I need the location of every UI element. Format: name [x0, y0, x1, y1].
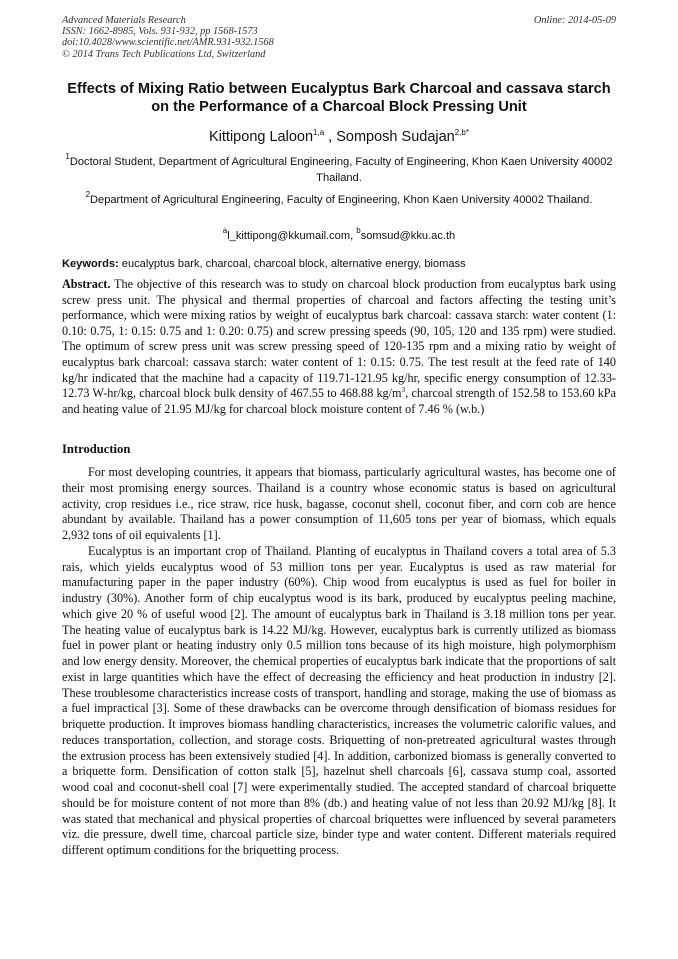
- author-affiliation-mark: 1,a: [313, 128, 325, 137]
- affiliation-text: Department of Agricultural Engineering, Faculty of Engineering, Khon Kaen University 40002 Thailand.: [90, 194, 593, 206]
- introduction-body: [62, 465, 616, 859]
- author-name: Somposh Sudajan: [336, 129, 455, 145]
- affiliation-mark: 2: [85, 190, 91, 199]
- email-address: somsud@kku.ac.th: [360, 230, 456, 242]
- author-name: Kittipong Laloon: [209, 129, 314, 145]
- author-line: [62, 128, 616, 146]
- email-mark: a: [222, 226, 228, 235]
- affiliation: [62, 192, 616, 208]
- abstract: [62, 277, 616, 417]
- doi-line: doi:10.4028/www.scientific.net/AMR.931-932.1568: [62, 37, 274, 49]
- keywords: [62, 256, 616, 272]
- journal-header: [62, 15, 616, 60]
- author-separator: ,: [324, 129, 337, 145]
- abstract-label: Abstract.: [62, 277, 111, 291]
- section-heading-introduction: Introduction: [62, 442, 131, 456]
- author-affiliation-mark: 2,b*: [454, 128, 469, 137]
- online-date: Online: 2014-05-09: [533, 15, 616, 26]
- issn-line: ISSN: 1662-8985, Vols. 931-932, pp 1568-1573: [62, 26, 258, 38]
- affiliation: [62, 154, 616, 186]
- paper-title: Effects of Mixing Ratio between Eucalyptus Bark Charcoal and cassava starch on the Performance of a Charcoal Block Pressing Unit: [67, 81, 611, 115]
- author-emails: [62, 228, 616, 244]
- body-paragraph: For most developing countries, it appears that biomass, particularly agricultural wastes, has become one of their most promising energy sources. Thailand is a country whose economic status is based on agricultural activity, crop residues i.e., rice straw, rice husk, bagasse, coconut shell, coconut fiber, and corn cob are hence abundant by available. Thailand has a power consumption of 11,605 tons per year of biomass, which equals 2,932 tons of oil equivalents [1].: [62, 465, 616, 542]
- abstract-text: , charcoal strength of 152.58 to 153.60 kPa and heating value of 21.95 MJ/kg for charcoal block moisture content of 7.46 % (w.b.): [62, 386, 616, 416]
- copyright-line: © 2014 Trans Tech Publications Ltd, Switzerland: [62, 48, 266, 60]
- abstract-text: The objective of this research was to study on charcoal block production from eucalyptus bark using screw press unit. The physical and thermal properties of charcoal and factors affecting the testing unit’s performance, which were mixing ratios by weight of eucalyptus bark charcoal: cassava starch: water content (1: 0.10: 0.75, 1: 0.15: 0.75 and 1: 0.20: 0.75) and screw pressing speeds (90, 105, 120 and 135 rpm) were studied. The optimum of screw press unit was screw pressing speed of 120-135 rpm and a mixing ratio by weight of eucalyptus bark charcoal: cassava starch: water content of 1: 0.15: 0.75. The test result at the feed rate of 140 kg/hr indicated that the machine had a capacity of 119.71-121.95 kg/hr, specific energy consumption of 12.33-12.73 W-hr/kg, charcoal block bulk density of 467.55 to 468.88 kg/m: [62, 277, 616, 401]
- email-mark: b: [356, 226, 361, 235]
- journal-name: Advanced Materials Research: [62, 15, 186, 26]
- keywords-label: Keywords:: [62, 258, 119, 270]
- email-address: l_kittipong@kkumail.com,: [227, 230, 357, 242]
- affiliation-text: Doctoral Student, Department of Agricultural Engineering, Faculty of Engineering, Khon Kaen University 40002 Thailand.: [69, 156, 613, 184]
- unit-superscript: 3: [401, 385, 406, 395]
- body-paragraph: Eucalyptus is an important crop of Thailand. Planting of eucalyptus in Thailand covers a total area of 5.3 rais, which yields eucalyptus wood of 53 million tons per year. Eucalyptus is used as raw material for manufacturing paper in the paper industry (60%). Chip wood from eucalyptus is used as fuel for boiler in industry (30%). Another form of chip eucalyptus wood is its bark, produced by eucalyptus peeling machine, which give 20 % of useful wood [2]. The amount of eucalyptus bark in Thailand is 3.18 million tons per year. The heating value of eucalyptus bark is 14.22 MJ/kg. However, eucalyptus bark is currently utilized as biomass fuel in power plant or heating industry only 0.5 million tons because of its high moisture, high polymorphism and low energy density. Moreover, the chemical properties of eucalyptus bark indicate that the proportions of salt exist in large quantities which have the effect of decreasing the efficiency and heat production in industry [2]. These troublesome characteristics increase costs of transport, handling and storage, making the use of biomass as a fuel impractical [3]. Some of these drawbacks can be overcome through densification of biomass residues for briquette production. It improves biomass handling characteristics, increases the volumetric calorific values, and reduces transportation, collection, and storage costs. Briquetting of non-pretreated agricultural wastes through the extrusion process has been extensively studied [4]. In addition, carbonized biomass is generally converted to a briquette form. Densification of cotton stalk [5], hazelnut shell charcoals [6], cassava stump coal, assorted wood coal and coconut-shell coal [7] were experimentally studied. The accepted standard of charcoal briquette should be for moisture content of not more than 8% (db.) and heating value of not less than 20.92 MJ/kg [8]. It was stated that mechanical and physical properties of charcoal briquettes were influenced by several parameters viz. die pressure, dwell time, charcoal particle size, binder type and water content. Different materials required different optimum conditions for the briquetting process.: [62, 543, 616, 857]
- affiliation-mark: 1: [65, 152, 70, 161]
- keywords-text: eucalyptus bark, charcoal, charcoal block, alternative energy, biomass: [118, 258, 466, 270]
